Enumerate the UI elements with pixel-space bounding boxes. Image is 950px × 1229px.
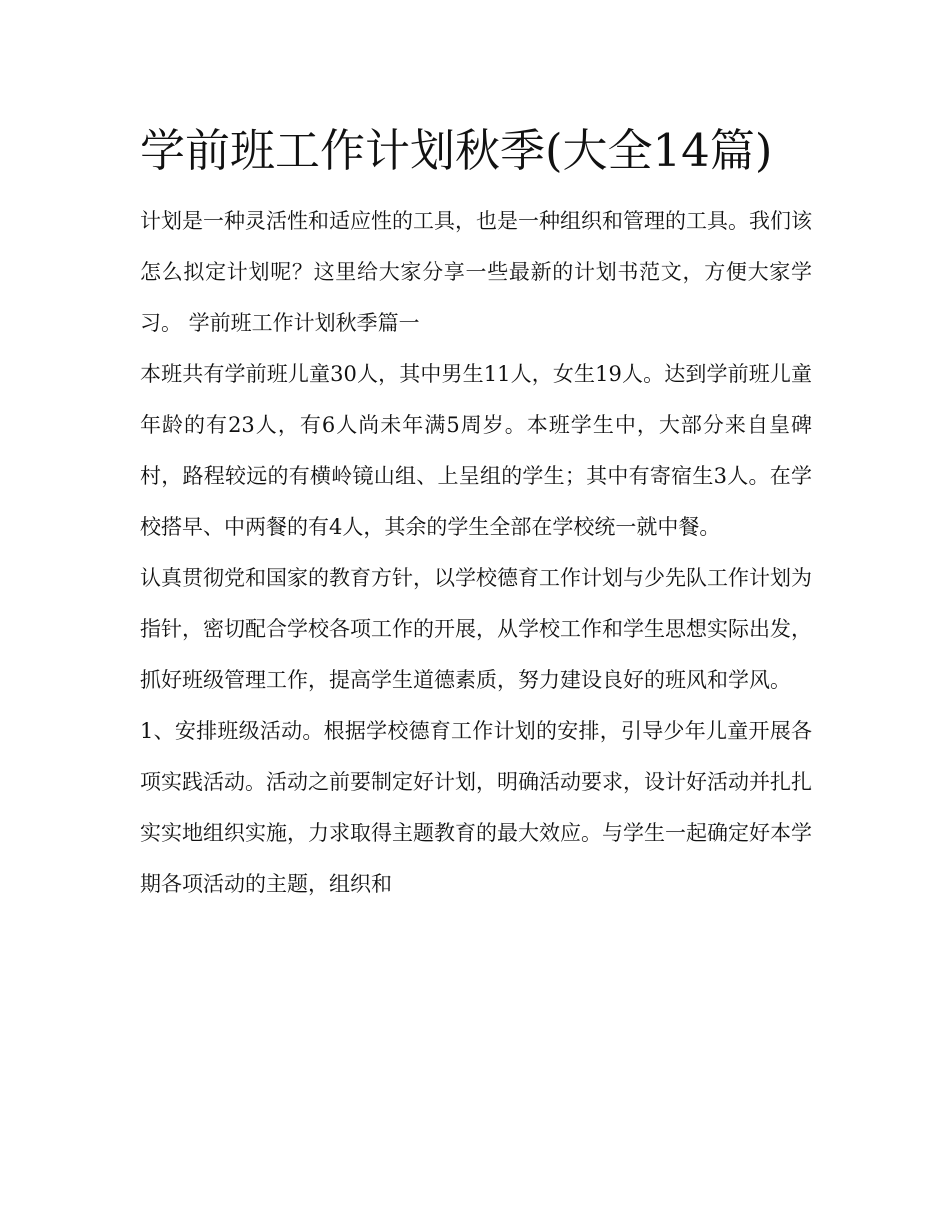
document-body — [140, 196, 812, 910]
document-page — [140, 112, 812, 910]
paragraph-guiding-principle: 认真贯彻党和国家的教育方针，以学校德育工作计划与少先队工作计划为指针，密切配合学校各项工作的开展，从学校工作和学生思想实际出发，抓好班级管理工作，提高学生道德素质，努力建设良好的班风和学风。 — [140, 566, 812, 692]
paragraph-class-activities: 1、安排班级活动。根据学校德育工作计划的安排，引导少年儿童开展各项实践活动。活动之前要制定好计划，明确活动要求，设计好活动并扎扎实实地组织实施，力求取得主题教育的最大效应。与学生一起确定好本学期各项活动的主题，组织和 — [140, 719, 812, 896]
document-title: 学前班工作计划秋季(大全14篇) — [140, 124, 773, 177]
paragraph-class-overview: 本班共有学前班儿童30人，其中男生11人，女生19人。达到学前班儿童年龄的有23人，有6人尚未年满5周岁。本班学生中，大部分来自皇碑村，路程较远的有横岭镜山组、上呈组的学生；其中有寄宿生3人。在学校搭早、中两餐的有4人，其余的学生全部在学校统一就中餐。 — [140, 362, 812, 539]
paragraph-intro: 计划是一种灵活性和适应性的工具，也是一种组织和管理的工具。我们该怎么拟定计划呢？这里给大家分享一些最新的计划书范文，方便大家学习。 学前班工作计划秋季篇一 — [140, 209, 812, 335]
